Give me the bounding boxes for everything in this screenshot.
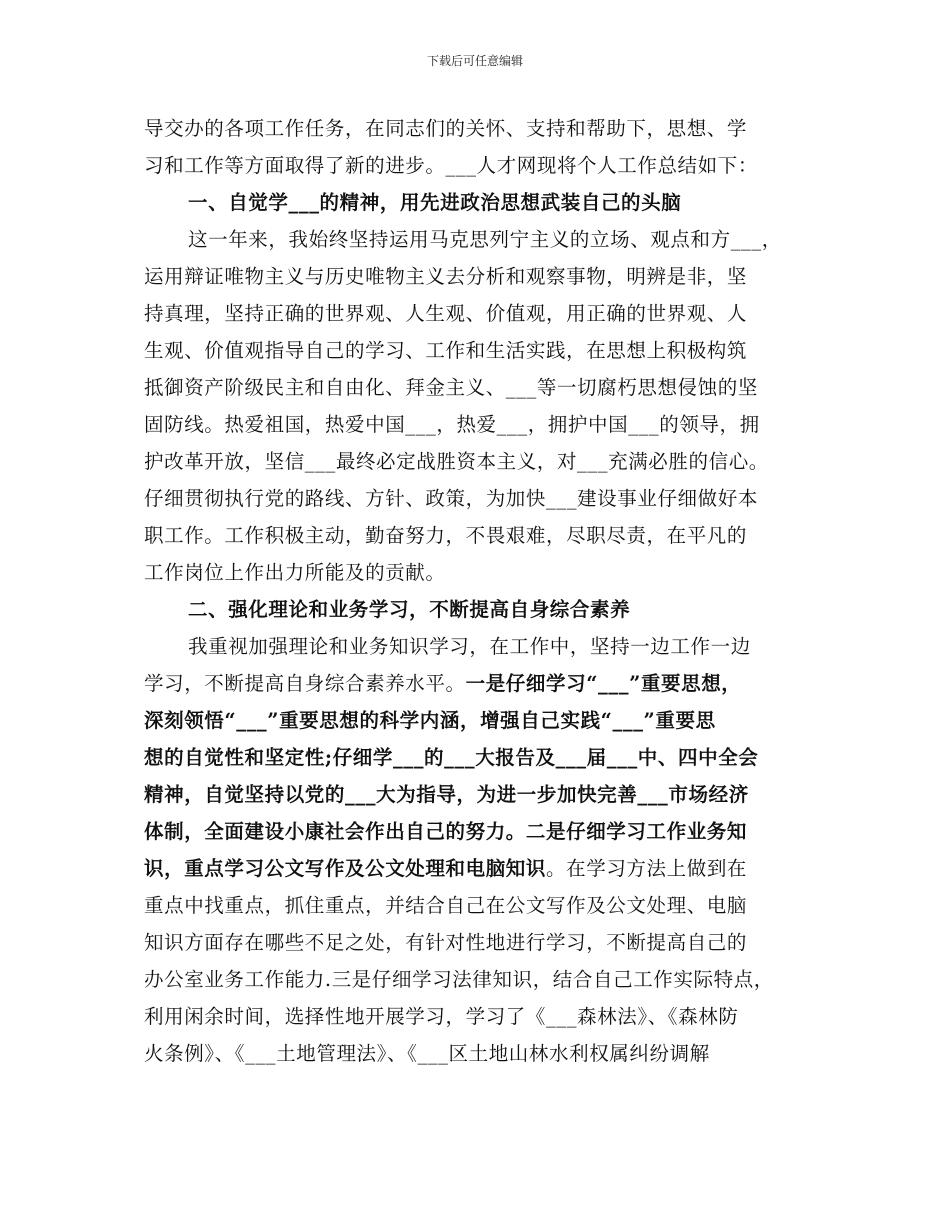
text-segment: 学习，不断提高自身综合素养水平。 xyxy=(144,672,466,695)
document-body xyxy=(144,110,824,1072)
text-segment: 习和工作等方面取得了新的进步。___人才网现将个人工作总结如下： xyxy=(144,154,758,177)
text-segment: 这一年来，我始终坚持运用马克思列宁主义的立场、观点和方___， xyxy=(188,228,782,251)
bold-text-segment: 体制，全面建设小康社会作出自己的努力。二是仔细学习工作业务知 xyxy=(144,820,748,843)
bold-text-segment: 一是仔细学习“___”重要思想， xyxy=(465,672,742,695)
text-line xyxy=(144,628,824,665)
text-line xyxy=(144,147,824,184)
text-segment: 办公室业务工作能力.三是仔细学习法律知识，结合自己工作实际特点， xyxy=(144,968,774,991)
text-segment: 护改革开放，坚信___最终必定战胜资本主义，对___充满必胜的信心。 xyxy=(144,450,769,473)
text-segment: 固防线。热爱祖国，热爱中国___，热爱___，拥护中国___的领导，拥 xyxy=(144,413,760,436)
text-segment: 工作岗位上作出力所能及的贡献。 xyxy=(144,561,446,584)
text-segment: 运用辩证唯物主义与历史唯物主义去分析和观察事物，明辨是非，坚 xyxy=(144,265,748,288)
text-line xyxy=(144,258,824,295)
text-segment: 生观、价值观指导自己的学习、工作和生活实践，在思想上积极构筑 xyxy=(144,339,748,362)
text-line xyxy=(144,961,824,998)
text-line xyxy=(144,110,824,147)
bold-text-segment: 二、强化理论和业务学习，不断提高自身综合素养 xyxy=(188,598,631,621)
text-segment: 我重视加强理论和业务知识学习，在工作中，坚持一边工作一边 xyxy=(188,635,751,658)
text-segment: 仔细贯彻执行党的路线、方针、政策，为加快___建设事业仔细做好本 xyxy=(144,487,758,510)
text-line xyxy=(144,332,824,369)
bold-text-segment: 识，重点学习公文写作及公文处理和电脑知识 xyxy=(144,857,547,880)
text-segment: 持真理，坚持正确的世界观、人生观、价值观，用正确的世界观、人 xyxy=(144,302,748,325)
text-line xyxy=(144,665,824,702)
text-segment: 导交办的各项工作任务，在同志们的关怀、支持和帮助下，思想、学 xyxy=(144,117,748,140)
text-segment: 利用闲余时间，选择性地开展学习，学习了《___森林法》、《森林防 xyxy=(144,1005,739,1028)
text-line xyxy=(144,443,824,480)
text-line xyxy=(144,850,824,887)
page-header: 下载后可任意编辑 xyxy=(426,54,523,68)
text-line xyxy=(144,591,824,628)
text-line xyxy=(144,813,824,850)
text-segment: 重点中找重点，抓住重点，并结合自己在公文写作及公文处理、电脑 xyxy=(144,894,748,917)
text-line xyxy=(144,887,824,924)
bold-text-segment: 想的自觉性和坚定性;仔细学___的___大报告及___届___中、四中全会 xyxy=(144,746,759,769)
bold-text-segment: 精神，自觉坚持以党的___大为指导，为进一步加快完善___市场经济 xyxy=(144,783,749,806)
text-line xyxy=(144,702,824,739)
text-line xyxy=(144,776,824,813)
text-segment: 火条例》、《___土地管理法》、《___区土地山林水利权属纠纷调解 xyxy=(144,1042,710,1065)
text-line xyxy=(144,295,824,332)
text-line xyxy=(144,184,824,221)
text-line xyxy=(144,1035,824,1072)
text-segment: 职工作。工作积极主动，勤奋努力，不畏艰难，尽职尽责，在平凡的 xyxy=(144,524,748,547)
text-line xyxy=(144,517,824,554)
text-line xyxy=(144,221,824,258)
text-segment: 抵御资产阶级民主和自由化、拜金主义、___等一切腐朽思想侵蚀的坚 xyxy=(144,376,758,399)
text-line xyxy=(144,739,824,776)
bold-text-segment: 深刻领悟“___”重要思想的科学内涵，增强自己实践“___”重要思 xyxy=(144,709,716,732)
text-segment: 。在学习方法上做到在 xyxy=(546,857,748,880)
text-line xyxy=(144,406,824,443)
text-line xyxy=(144,369,824,406)
text-segment: 知识方面存在哪些不足之处，有针对性地进行学习，不断提高自己的 xyxy=(144,931,748,954)
text-line xyxy=(144,554,824,591)
text-line xyxy=(144,998,824,1035)
text-line xyxy=(144,480,824,517)
bold-text-segment: 一、自觉学___的精神，用先进政治思想武装自己的头脑 xyxy=(188,191,682,214)
text-line xyxy=(144,924,824,961)
